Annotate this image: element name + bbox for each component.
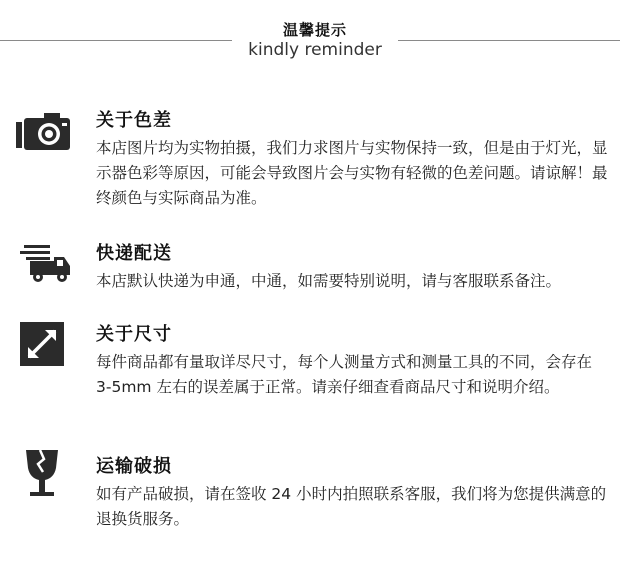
header-rule-left	[0, 40, 232, 41]
header-rule-right	[398, 40, 620, 41]
section-title: 关于色差	[96, 110, 172, 131]
section-text: 每件商品都有量取详尽尺寸，每个人测量方式和测量工具的不同，会存在 3-5mm 左右的误差属于正常。请亲仔细查看商品尺寸和说明介绍。	[96, 353, 593, 396]
page-subtitle: kindly reminder	[248, 40, 382, 60]
section-title: 关于尺寸	[96, 324, 172, 345]
section-text: 本店默认快递为申通，中通，如需要特别说明，请与客服联系备注。	[96, 272, 562, 290]
header	[0, 0, 620, 70]
fragile-glass-icon	[14, 450, 72, 496]
delivery-truck-icon	[14, 239, 72, 285]
section-text: 如有产品破损，请在签收 24 小时内拍照联系客服，我们将为您提供满意的退换货服务。	[96, 485, 607, 528]
section-title: 运输破损	[96, 456, 172, 477]
page-title: 温馨提示	[282, 21, 347, 39]
resize-arrow-icon	[14, 322, 72, 368]
section-text: 本店图片均为实物拍摄，我们力求图片与实物保持一致，但是由于灯光，显示器色彩等原因，可能会导致图片会与实物有轻微的色差问题。请谅解！最终颜色与实际商品为准。	[96, 139, 608, 207]
section-title: 快递配送	[96, 243, 172, 264]
camera-icon	[14, 110, 72, 156]
